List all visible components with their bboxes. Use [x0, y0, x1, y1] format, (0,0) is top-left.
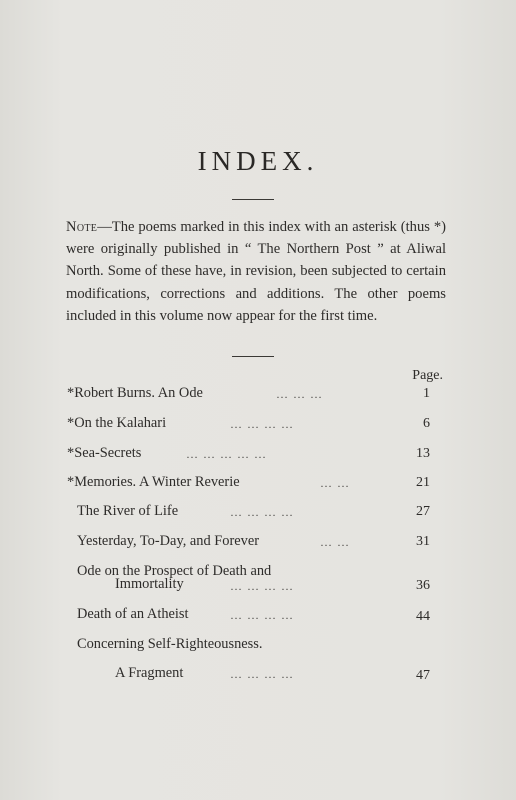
entry-page: 44	[416, 609, 430, 624]
entry-page: 1	[423, 386, 430, 401]
entry-leader: … … … …	[230, 505, 294, 519]
entry-title-continued: Immortality	[115, 576, 184, 592]
page-column-header: Page.	[412, 368, 443, 383]
entry-page: 13	[416, 446, 430, 461]
entry-page: 27	[416, 504, 430, 519]
page-title: INDEX.	[197, 146, 319, 176]
entry-leader: … …	[320, 535, 350, 549]
entry-leader: … … … … …	[186, 447, 267, 461]
entry-title: Ode on the Prospect of Death and	[77, 563, 272, 579]
entry-leader: … … … …	[230, 579, 294, 593]
entry-page: 36	[416, 578, 430, 593]
entry-title: Yesterday, To-Day, and Forever	[77, 533, 260, 549]
entry-page: 47	[416, 668, 430, 683]
entry-title: *Robert Burns. An Ode	[67, 385, 203, 401]
index-note	[66, 216, 446, 327]
entry-title: Concerning Self-Righteousness.	[77, 636, 263, 652]
entry-title: The River of Life	[77, 503, 179, 519]
entry-title: Death of an Atheist	[77, 606, 189, 622]
entry-leader: … …	[320, 476, 350, 490]
title-rule	[232, 199, 274, 200]
entry-leader: … … … …	[230, 417, 294, 431]
entry-page: 21	[416, 475, 430, 490]
entry-leader: … … … …	[230, 608, 294, 622]
entry-leader: … … …	[276, 387, 323, 401]
entry-page: 6	[423, 416, 430, 431]
entry-title: A Fragment	[115, 665, 184, 681]
note-rule	[232, 356, 274, 357]
note-text: —The poems marked in this index with an asterisk (thus *) were originally published in “ The Northern Post ” at Aliwal North. Some of these have, in revision, been subjected to certain modifications, corrections and additions. The other poems included in this volume now appear for the first time.	[66, 219, 446, 324]
entry-title: *Sea-Secrets	[67, 445, 142, 461]
entry-leader: … … … …	[230, 667, 294, 681]
entry-page: 31	[416, 534, 430, 549]
note-lead: Note	[66, 219, 98, 235]
entry-title: *Memories. A Winter Reverie	[67, 474, 240, 490]
entry-title: *On the Kalahari	[67, 415, 167, 431]
